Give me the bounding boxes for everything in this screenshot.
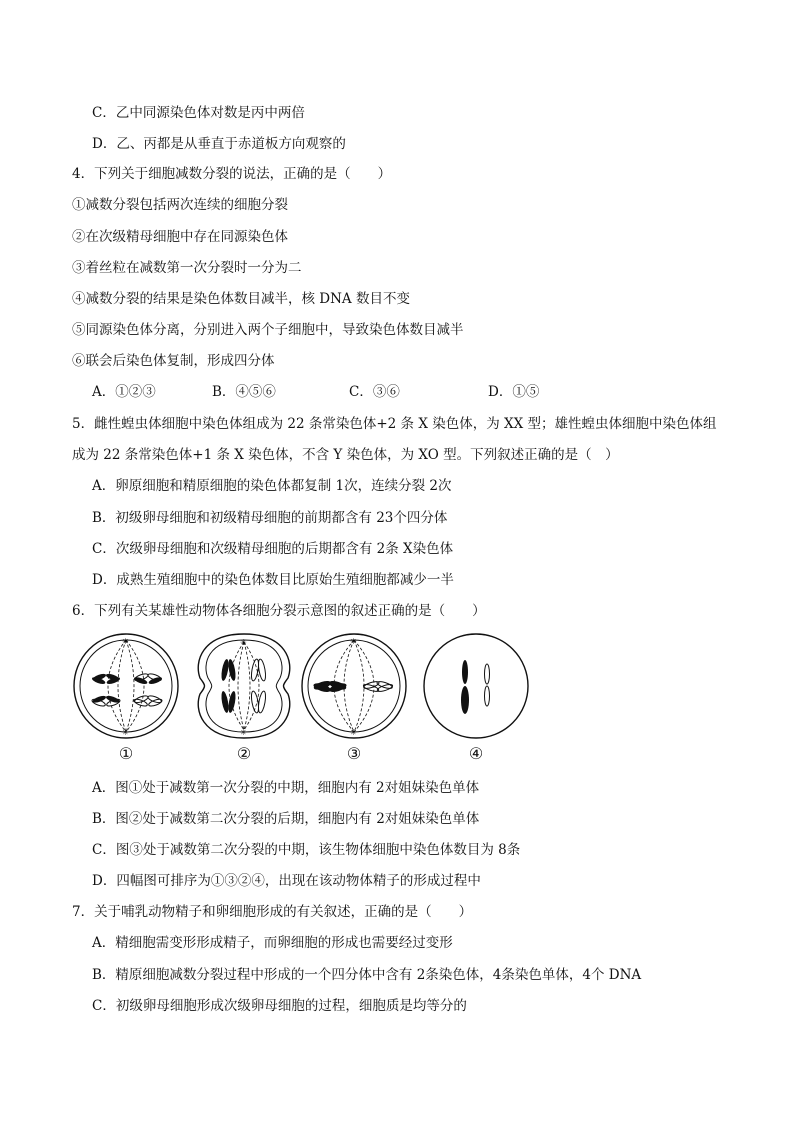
figure-label-4: ④: [468, 744, 484, 763]
svg-text:✳: ✳: [240, 728, 247, 737]
q6-option-c: C．图③处于减数第二次分裂的中期，该生物体细胞中染色体数目为 8条: [92, 842, 521, 858]
svg-text:✳: ✳: [122, 637, 129, 646]
q4-option-a: A．①②③: [92, 384, 156, 400]
q4-statement-2: ②在次级精母细胞中存在同源染色体: [72, 229, 288, 245]
q3-option-c: C．乙中同源染色体对数是丙中两倍: [92, 105, 305, 121]
q7-option-b: B．精原细胞减数分裂过程中形成的一个四分体中含有 2条染色体，4条染色单体，4个 DNA: [92, 967, 642, 983]
q7-option-c: C．初级卵母细胞形成次级卵母细胞的过程，细胞质是均等分的: [92, 998, 467, 1014]
figure-label-3: ③: [346, 744, 362, 763]
cell-4-diagram: [422, 632, 530, 740]
q3-option-d: D．乙、丙都是从垂直于赤道板方向观察的: [92, 136, 346, 152]
q5-option-c: C．次级卵母细胞和次级精母细胞的后期都含有 2条 X染色体: [92, 541, 454, 557]
q5-stem-line1: 5．雌性蝗虫体细胞中染色体组成为 22 条常染色体+2 条 X 染色体，为 XX 型；雄性蝗虫体细胞中染色体组: [72, 416, 717, 432]
svg-text:✳: ✳: [350, 637, 357, 646]
q4-option-c: C．③⑥: [349, 384, 400, 400]
q6-option-b: B．图②处于减数第二次分裂的后期，细胞内有 2对姐妹染色单体: [92, 811, 480, 827]
cell-1-diagram: [72, 632, 180, 740]
q4-option-d: D．①⑤: [488, 384, 540, 400]
q4-statement-4: ④减数分裂的结果是染色体数目减半，核 DNA 数目不变: [72, 291, 410, 307]
q4-statement-1: ①减数分裂包括两次连续的细胞分裂: [72, 197, 288, 213]
q5-stem-line2: 成为 22 条常染色体+1 条 X 染色体，不含 Y 染色体，为 XO 型。下列叙述正确的是（ ）: [72, 447, 619, 463]
cell-division-figure: [70, 632, 540, 770]
q5-option-a: A．卵原细胞和精原细胞的染色体都复制 1次，连续分裂 2次: [92, 478, 452, 494]
figure-label-1: ①: [118, 744, 134, 763]
q5-option-d: D．成熟生殖细胞中的染色体数目比原始生殖细胞都减少一半: [92, 572, 454, 588]
q6-option-a: A．图①处于减数第一次分裂的中期，细胞内有 2对姐妹染色单体: [92, 780, 480, 796]
q6-option-d: D．四幅图可排序为①③②④，出现在该动物体精子的形成过程中: [92, 873, 481, 889]
q4-option-b: B．④⑤⑥: [212, 384, 276, 400]
q4-statement-5: ⑤同源染色体分离，分别进入两个子细胞中，导致染色体数目减半: [72, 322, 464, 338]
q5-option-b: B．初级卵母细胞和初级精母细胞的前期都含有 23个四分体: [92, 510, 448, 526]
svg-text:✳: ✳: [240, 638, 247, 647]
cell-2-diagram: [192, 632, 296, 740]
svg-text:✳: ✳: [350, 728, 357, 737]
q4-statement-6: ⑥联会后染色体复制，形成四分体: [72, 353, 275, 369]
svg-text:✳: ✳: [122, 728, 129, 737]
q4-stem: 4．下列关于细胞减数分裂的说法，正确的是（ ）: [72, 166, 392, 182]
q7-option-a: A．精细胞需变形形成精子，而卵细胞的形成也需要经过变形: [92, 935, 453, 951]
q7-stem: 7．关于哺乳动物精子和卵细胞形成的有关叙述，正确的是（ ）: [72, 904, 473, 920]
q4-statement-3: ③着丝粒在减数第一次分裂时一分为二: [72, 260, 302, 276]
figure-label-2: ②: [236, 744, 252, 763]
cell-3-diagram: [300, 632, 408, 740]
q6-stem: 6．下列有关某雄性动物体各细胞分裂示意图的叙述正确的是（ ）: [72, 603, 486, 619]
